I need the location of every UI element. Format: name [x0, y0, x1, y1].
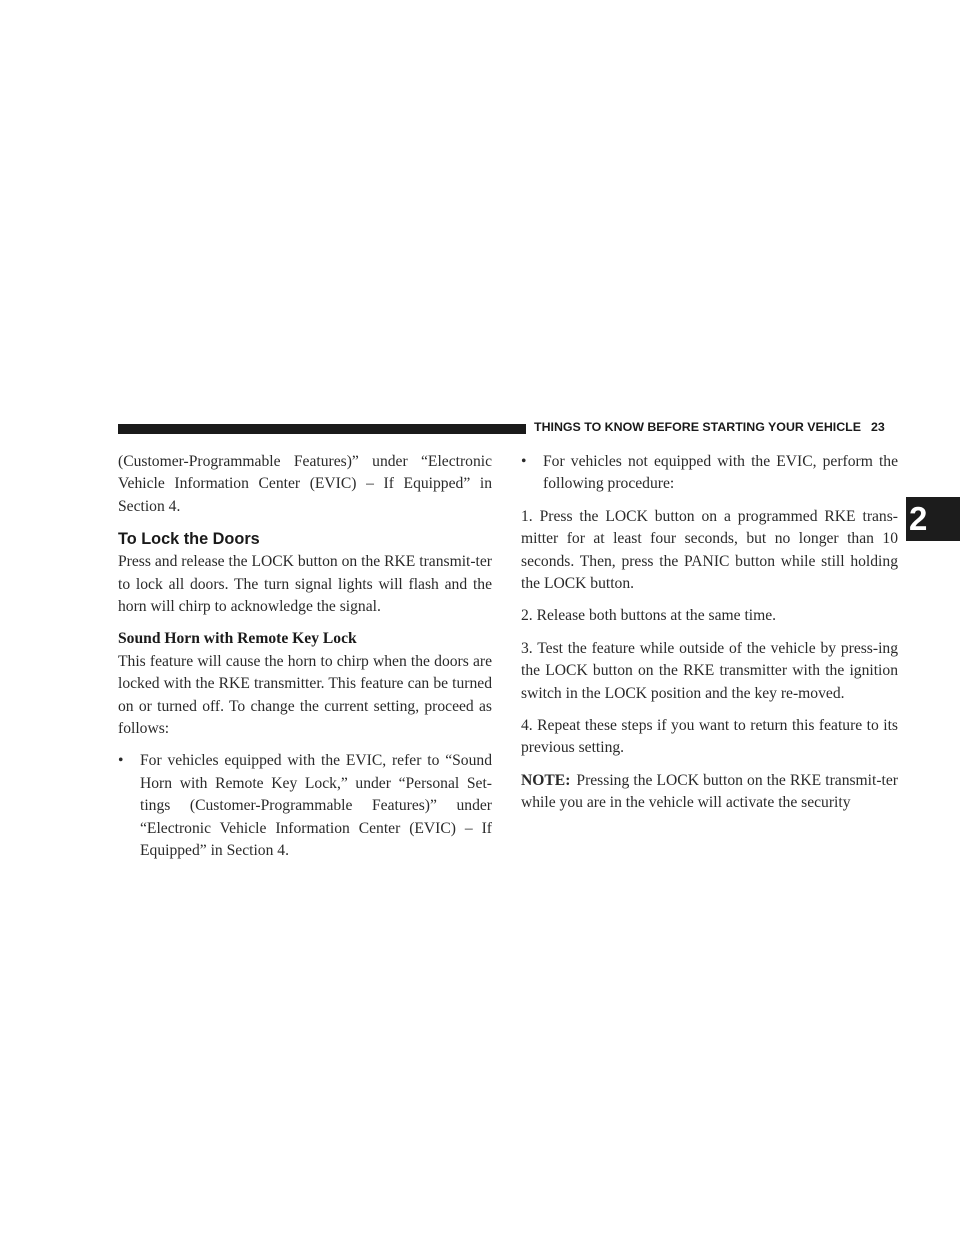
section-title: THINGS TO KNOW BEFORE STARTING YOUR VEHICLE — [534, 420, 861, 434]
list-item — [521, 451, 898, 496]
note-paragraph — [521, 770, 898, 815]
step-1: 1. Press the LOCK button on a programmed RKE trans-mitter for at least four seconds, but no longer than 10 seconds. Then, press the PANIC button while still holding the LOCK button. — [521, 507, 898, 593]
step-3: 3. Test the feature while outside of the vehicle by press-ing the LOCK button on the RKE transmitter with the ignition switch in the LOCK position and the key re-moved. — [521, 639, 898, 702]
page-number: 23 — [871, 420, 885, 434]
horn-paragraph: This feature will cause the horn to chirp when the doors are locked with the RKE transmitter. This feature can be turned on or turned off. To change the current setting, proceed as follows: — [118, 652, 492, 738]
bullet-text: For vehicles equipped with the EVIC, refer to “Sound Horn with Remote Key Lock,” under “Personal Set-tings (Customer-Programmable Features)” under “Electronic Vehicle Information Center (EVIC) – If Equipped” in Section 4. — [140, 752, 492, 860]
intro-paragraph: (Customer-Programmable Features)” under “Electronic Vehicle Information Center (EVIC) – If Equipped” in Section 4. — [118, 453, 492, 515]
step-4: 4. Repeat these steps if you want to return this feature to its previous setting. — [521, 717, 898, 757]
lock-paragraph: Press and release the LOCK button on the RKE transmit-ter to lock all doors. The turn signal lights will flash and the horn will chirp to acknowledge the signal. — [118, 553, 492, 616]
header-rule — [118, 424, 526, 434]
list-item — [118, 750, 492, 862]
section-heading: To Lock the Doors — [118, 530, 260, 549]
bullet-text: For vehicles not equipped with the EVIC, perform the following procedure: — [543, 453, 898, 493]
subheading: Sound Horn with Remote Key Lock — [118, 630, 357, 648]
note-label: NOTE: — [521, 771, 571, 789]
chapter-tab: 2 — [906, 497, 960, 541]
bullet-icon: • — [521, 453, 527, 470]
step-2: 2. Release both buttons at the same time. — [521, 607, 777, 625]
running-header — [534, 420, 914, 434]
right-column — [521, 451, 898, 825]
bullet-icon: • — [118, 752, 124, 770]
left-column — [118, 451, 492, 873]
note-text: Pressing the LOCK button on the RKE transmit-ter while you are in the vehicle will activate the security — [521, 771, 898, 812]
